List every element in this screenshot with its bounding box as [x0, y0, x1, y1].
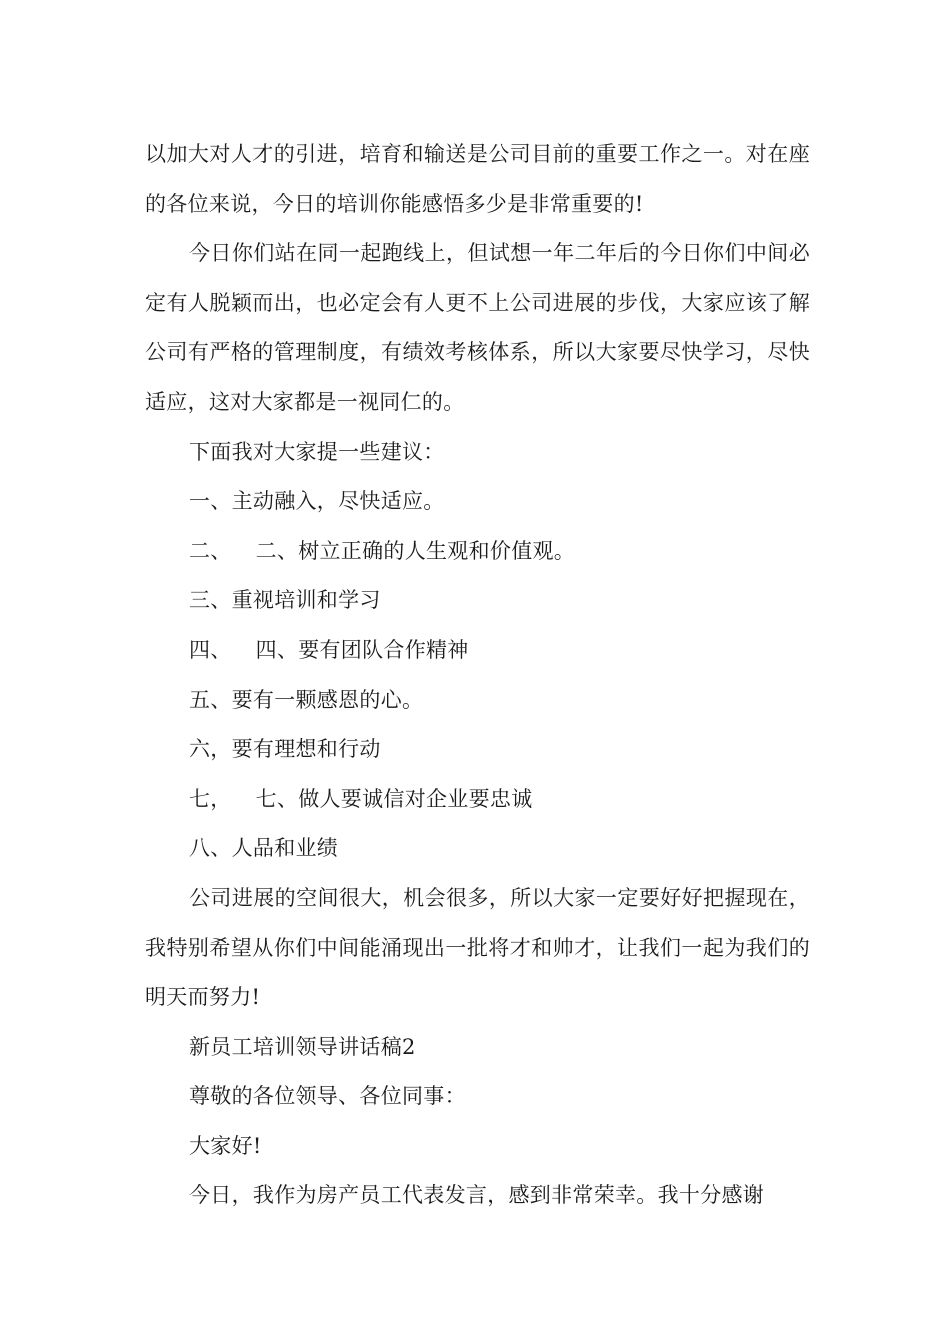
list-item	[145, 576, 810, 626]
list-item	[145, 477, 810, 527]
list-item-text: 重视培训和学习	[231, 588, 381, 613]
paragraph-talent: 以加大对人才的引进，培育和输送是公司目前的重要工作之一。对在座的各位来说，今日的培训你能感悟多少是非常重要的!	[145, 142, 810, 216]
list-item-number: 七，	[189, 786, 232, 811]
document-page	[145, 130, 810, 1221]
list-item-number: 一、	[189, 489, 232, 514]
list-item-number: 二、	[189, 538, 232, 563]
list-item	[145, 527, 810, 577]
greeting: 大家好!	[189, 1133, 262, 1158]
list-item-text: 主动融入，尽快适应。	[231, 489, 445, 514]
list-item-text: 二、树立正确的人生观和价值观。	[255, 538, 576, 563]
list-item-number: 八、	[189, 836, 232, 861]
list-item-text: 七、做人要诚信对企业要忠诚	[255, 786, 533, 811]
list-item-number: 六，	[189, 737, 232, 762]
paragraph-starting-line: 今日你们站在同一起跑线上，但试想一年二年后的今日你们中间必定有人脱颖而出，也必定会有人更不上公司进展的步伐，大家应该了解公司有严格的管理制度，有绩效考核体系，所以大家要尽快学习，尽快适应，这对大家都是一视同仁的。	[145, 241, 810, 414]
list-item-text: 要有一颗感恩的心。	[231, 687, 424, 712]
suggestion-list	[145, 477, 810, 874]
paragraph-speech-opening: 今日，我作为房产员工代表发言，感到非常荣幸。我十分感谢	[189, 1183, 765, 1208]
salutation: 尊敬的各位领导、各位同事：	[189, 1084, 466, 1109]
section-heading: 新员工培训领导讲话稿2	[189, 1034, 416, 1059]
paragraph-opportunity: 公司进展的空间很大，机会很多，所以大家一定要好好把握现在，我特别希望从你们中间能涌现出一批将才和帅才，让我们一起为我们的明天而努力!	[145, 885, 810, 1010]
list-item-number: 四、	[189, 637, 232, 662]
paragraph-suggestions-intro: 下面我对大家提一些建议：	[189, 439, 445, 464]
list-item-text: 四、要有团队合作精神	[255, 637, 469, 662]
list-item	[145, 775, 810, 825]
list-item-text: 人品和业绩	[231, 836, 339, 861]
list-item	[145, 676, 810, 726]
list-item	[145, 626, 810, 676]
list-item-number: 三、	[189, 588, 232, 613]
list-item	[145, 824, 810, 874]
list-item	[145, 725, 810, 775]
list-item-text: 要有理想和行动	[231, 737, 381, 762]
list-item-number: 五、	[189, 687, 232, 712]
